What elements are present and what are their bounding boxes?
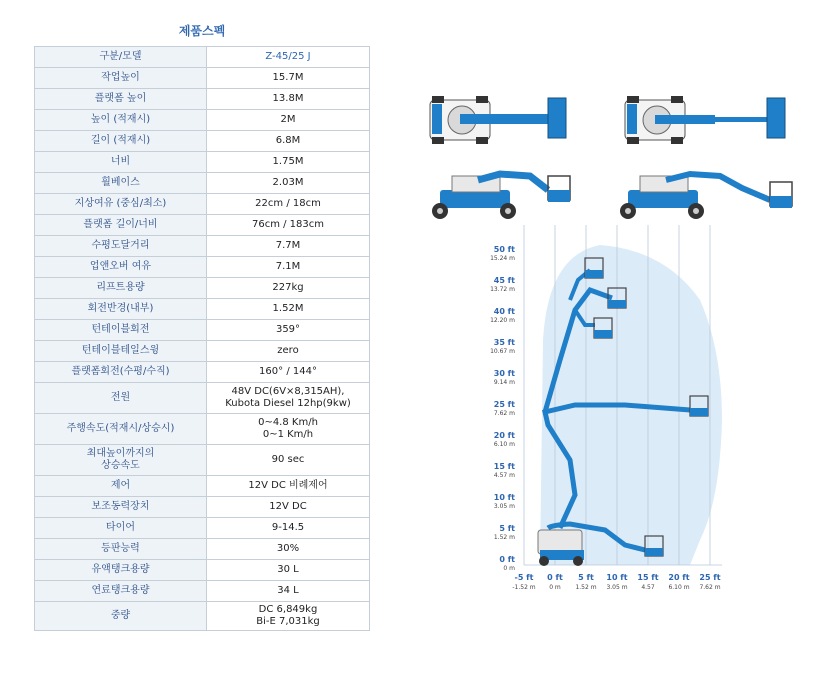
spec-value: 34 L (207, 581, 370, 602)
table-row (35, 194, 370, 215)
x-tick-ft: 20 ft (668, 573, 690, 582)
spec-label (35, 445, 207, 476)
y-tick-m: 13.72 m (490, 286, 515, 293)
y-axis-labels (490, 245, 515, 572)
table-row (35, 320, 370, 341)
spec-label: 플랫폼회전(수평/수직) (35, 362, 207, 383)
table-row (35, 110, 370, 131)
x-tick-ft: 15 ft (637, 573, 659, 582)
spec-label: 플랫폼 높이 (35, 89, 207, 110)
spec-label: 높이 (적재시) (35, 110, 207, 131)
spec-label-line: 상승속도 (101, 460, 140, 471)
table-row (35, 236, 370, 257)
spec-label: 플랫폼 길이/너비 (35, 215, 207, 236)
spec-value: 6.8M (207, 131, 370, 152)
table-row (35, 341, 370, 362)
spec-value-line: 0~1 Km/h (262, 429, 314, 440)
envelope-grid (524, 225, 722, 565)
spec-label: 중량 (35, 602, 207, 631)
spec-value: 13.8M (207, 89, 370, 110)
x-tick-m: 7.62 m (699, 584, 721, 591)
spec-label: 유액탱크용량 (35, 560, 207, 581)
spec-label: 보조동력장치 (35, 497, 207, 518)
table-row (35, 518, 370, 539)
spec-value: 90 sec (207, 445, 370, 476)
y-tick-ft: 50 ft (493, 245, 515, 254)
table-row (35, 89, 370, 110)
spec-label: 제어 (35, 476, 207, 497)
y-tick-ft: 10 ft (493, 493, 515, 502)
y-tick-m: 12.20 m (490, 317, 515, 324)
y-tick-ft: 40 ft (493, 307, 515, 316)
x-tick-m: -1.52 m (512, 584, 536, 591)
table-row (35, 299, 370, 320)
table-row (35, 497, 370, 518)
y-tick-m: 6.10 m (493, 441, 515, 448)
x-tick-ft: 0 ft (547, 573, 563, 582)
spec-label: 길이 (적재시) (35, 131, 207, 152)
x-tick-ft: 25 ft (699, 573, 721, 582)
x-tick-m: 1.52 m (575, 584, 597, 591)
table-row (35, 560, 370, 581)
spec-value: 76cm / 183cm (207, 215, 370, 236)
spec-title: 제품스펙 (178, 24, 226, 38)
spec-value-line: 0~4.8 Km/h (258, 417, 318, 428)
machine-top-view-stowed (430, 96, 566, 144)
spec-value: 12V DC (207, 497, 370, 518)
table-row (35, 581, 370, 602)
spec-value: 7.1M (207, 257, 370, 278)
spec-value-line: 48V DC(6V×8,315AH), (231, 386, 345, 397)
y-tick-ft: 45 ft (493, 276, 515, 285)
spec-value: 2M (207, 110, 370, 131)
spec-value: Z-45/25 J (207, 47, 370, 68)
spec-label: 전원 (35, 383, 207, 414)
spec-label: 작업높이 (35, 68, 207, 89)
table-row (35, 362, 370, 383)
machine-top-view-extended (625, 96, 785, 144)
y-tick-m: 7.62 m (493, 410, 515, 417)
y-tick-m: 9.14 m (493, 379, 515, 386)
spec-label: 너비 (35, 152, 207, 173)
spec-label: 타이어 (35, 518, 207, 539)
x-tick-m: 3.05 m (606, 584, 628, 591)
y-tick-m: 3.05 m (493, 503, 515, 510)
spec-table (34, 46, 370, 631)
x-tick-ft: -5 ft (514, 573, 534, 582)
table-row (35, 445, 370, 476)
table-row (35, 173, 370, 194)
spec-value: 7.7M (207, 236, 370, 257)
y-tick-m: 0 m (503, 565, 515, 572)
spec-label: 등판능력 (35, 539, 207, 560)
y-tick-ft: 0 ft (499, 555, 515, 564)
x-tick-ft: 10 ft (606, 573, 628, 582)
spec-value: 30% (207, 539, 370, 560)
table-row (35, 257, 370, 278)
spec-label: 주행속도(적재시/상승시) (35, 414, 207, 445)
spec-value: 1.52M (207, 299, 370, 320)
machine-side-view-extended (620, 174, 792, 219)
table-row (35, 476, 370, 497)
spec-label: 연료탱크용량 (35, 581, 207, 602)
spec-value-line: DC 6,849kg (258, 604, 318, 615)
table-row (35, 47, 370, 68)
table-row (35, 414, 370, 445)
y-tick-ft: 5 ft (499, 524, 515, 533)
spec-value (207, 383, 370, 414)
table-row (35, 152, 370, 173)
x-tick-ft: 5 ft (578, 573, 594, 582)
table-row (35, 68, 370, 89)
table-row (35, 215, 370, 236)
spec-value: 15.7M (207, 68, 370, 89)
x-axis-labels (512, 573, 720, 591)
spec-label-line: 최대높이까지의 (86, 448, 155, 459)
spec-value: 9-14.5 (207, 518, 370, 539)
spec-label: 턴테이블회전 (35, 320, 207, 341)
spec-label: 회전반경(내부) (35, 299, 207, 320)
y-tick-ft: 25 ft (493, 400, 515, 409)
spec-label: 업앤오버 여유 (35, 257, 207, 278)
table-row (35, 131, 370, 152)
spec-value: 160° / 144° (207, 362, 370, 383)
spec-value: 12V DC 비례제어 (207, 476, 370, 497)
table-row (35, 539, 370, 560)
spec-value: 359° (207, 320, 370, 341)
spec-label: 리프트용량 (35, 278, 207, 299)
x-tick-m: 0 m (549, 584, 561, 591)
x-tick-m: 6.10 m (668, 584, 690, 591)
y-tick-ft: 30 ft (493, 369, 515, 378)
y-tick-m: 1.52 m (493, 534, 515, 541)
spec-value (207, 414, 370, 445)
spec-value: zero (207, 341, 370, 362)
y-tick-ft: 20 ft (493, 431, 515, 440)
spec-value: 2.03M (207, 173, 370, 194)
table-row (35, 602, 370, 631)
spec-label: 턴테이블테일스윙 (35, 341, 207, 362)
spec-value-line: Bi-E 7,031kg (256, 616, 320, 627)
spec-label: 휠베이스 (35, 173, 207, 194)
spec-value: 227kg (207, 278, 370, 299)
x-tick-m: 4.57 (641, 584, 655, 591)
spec-value: 30 L (207, 560, 370, 581)
machine-side-view-stowed (432, 174, 570, 219)
spec-value-line: Kubota Diesel 12hp(9kw) (225, 398, 351, 409)
spec-label: 지상여유 (중심/최소) (35, 194, 207, 215)
table-row (35, 383, 370, 414)
y-tick-m: 15.24 m (490, 255, 515, 262)
working-envelope-diagram (415, 88, 825, 593)
table-row (35, 278, 370, 299)
spec-label: 수평도달거리 (35, 236, 207, 257)
spec-value (207, 602, 370, 631)
spec-value: 1.75M (207, 152, 370, 173)
y-tick-ft: 15 ft (493, 462, 515, 471)
spec-label: 구분/모델 (35, 47, 207, 68)
spec-value: 22cm / 18cm (207, 194, 370, 215)
y-tick-m: 4.57 m (493, 472, 515, 479)
y-tick-m: 10.67 m (490, 348, 515, 355)
y-tick-ft: 35 ft (493, 338, 515, 347)
